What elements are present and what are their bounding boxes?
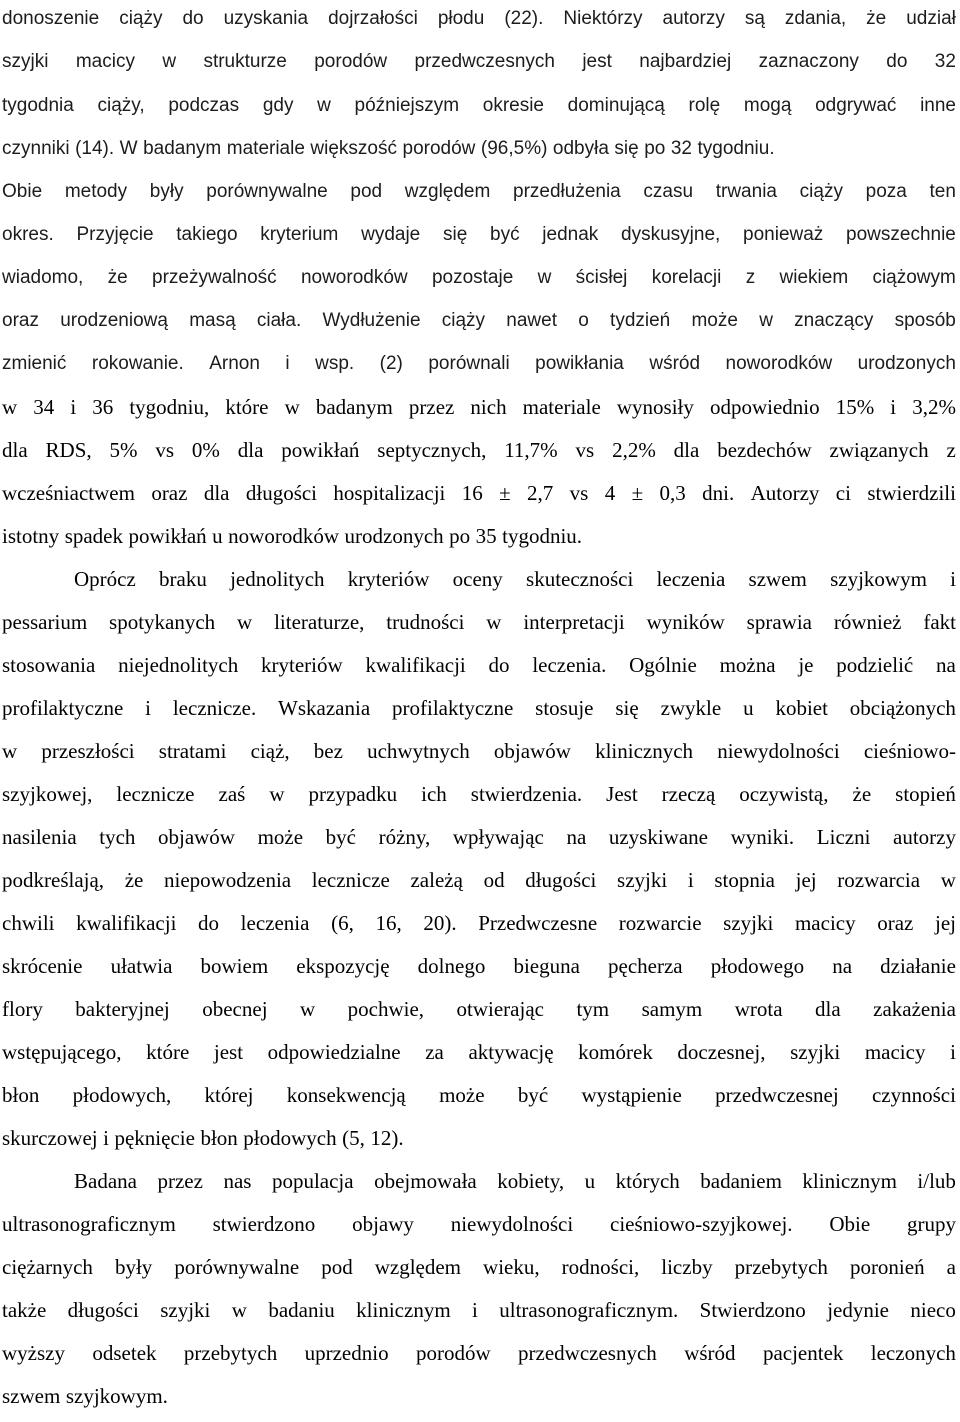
text-line: podkreślają, że niepowodzenia lecznicze zależą od długości szyjki i stopnia jej rozwarcia w (2, 868, 956, 892)
text-line: skrócenie ułatwia bowiem ekspozycję dolnego bieguna pęcherza płodowego na działanie (2, 954, 956, 978)
text-line: czynniki (14). W badanym materiale większość porodów (96,5%) odbyła się po 32 tygodniu. (2, 138, 775, 159)
text-line: szwem szyjkowym. (2, 1384, 168, 1408)
text-line: wcześniactwem oraz dla długości hospitalizacji 16 ± 2,7 vs 4 ± 0,3 dni. Autorzy ci stwierdzili (2, 481, 956, 505)
text-line: wyższy odsetek przebytych uprzednio porodów przedwczesnych wśród pacjentek leczonych (2, 1341, 956, 1365)
text-line: okres. Przyjęcie takiego kryterium wydaje się być jednak dyskusyjne, ponieważ powszechnie (2, 224, 956, 245)
text-line: chwili kwalifikacji do leczenia (6, 16, 20). Przedwczesne rozwarcie szyjki macicy oraz jej (2, 911, 956, 935)
text-line: profilaktyczne i lecznicze. Wskazania profilaktyczne stosuje się zwykle u kobiet obciążonych (2, 696, 956, 720)
text-line: zmienić rokowanie. Arnon i wsp. (2) porównali powikłania wśród noworodków urodzonych (2, 353, 956, 374)
text-line: donoszenie ciąży do uzyskania dojrzałości płodu (22). Niektórzy autorzy są zdania, że udział (2, 8, 956, 29)
text-line: Obie metody były porównywalne pod względem przedłużenia czasu trwania ciąży poza ten (2, 181, 956, 202)
text-line: pessarium spotykanych w literaturze, trudności w interpretacji wyników sprawia również fakt (2, 610, 956, 634)
text-line: dla RDS, 5% vs 0% dla powikłań septycznych, 11,7% vs 2,2% dla bezdechów związanych z (2, 438, 956, 462)
text-line: Oprócz braku jednolitych kryteriów oceny skuteczności leczenia szwem szyjkowym i (74, 567, 956, 591)
text-line: nasilenia tych objawów może być różny, wpływając na uzyskiwane wyniki. Liczni autorzy (2, 825, 956, 849)
text-line: ciężarnych były porównywalne pod względem wieku, rodności, liczby przebytych poronień a (2, 1255, 956, 1279)
text-line: skurczowej i pęknięcie błon płodowych (5, 12). (2, 1126, 404, 1150)
text-line: istotny spadek powikłań u noworodków urodzonych po 35 tygodniu. (2, 524, 583, 548)
text-line: w przeszłości stratami ciąż, bez uchwytnych objawów klinicznych niewydolności cieśniowo- (2, 739, 956, 763)
text-line: tygodnia ciąży, podczas gdy w późniejszym okresie dominującą rolę mogą odgrywać inne (2, 95, 956, 116)
text-line: stosowania niejednolitych kryteriów kwalifikacji do leczenia. Ogólnie można je podzielić na (2, 653, 956, 677)
text-line: Badana przez nas populacja obejmowała kobiety, u których badaniem klinicznym i/lub (74, 1169, 956, 1193)
text-line: w 34 i 36 tygodniu, które w badanym przez nich materiale wynosiły odpowiednio 15% i 3,2% (2, 395, 956, 419)
text-line: oraz urodzeniową masą ciała. Wydłużenie ciąży nawet o tydzień może w znaczący sposób (2, 310, 956, 331)
text-line: ultrasonograficznym stwierdzono objawy niewydolności cieśniowo-szyjkowej. Obie grupy (2, 1212, 956, 1236)
text-line: wiadomo, że przeżywalność noworodków pozostaje w ścisłej korelacji z wiekiem ciążowym (2, 267, 956, 288)
text-line: błon płodowych, której konsekwencją może być wystąpienie przedwczesnej czynności (2, 1083, 956, 1107)
text-line: flory bakteryjnej obecnej w pochwie, otwierając tym samym wrota dla zakażenia (2, 997, 956, 1021)
text-line: szyjkowej, lecznicze zaś w przypadku ich stwierdzenia. Jest rzeczą oczywistą, że stopień (2, 782, 956, 806)
text-line: wstępującego, które jest odpowiedzialne za aktywację komórek doczesnej, szyjki macicy i (2, 1040, 956, 1064)
text-line: szyjki macicy w strukturze porodów przedwczesnych jest najbardziej zaznaczony do 32 (2, 51, 956, 72)
text-line: także długości szyjki w badaniu klinicznym i ultrasonograficznym. Stwierdzono jedynie nieco (2, 1298, 956, 1322)
